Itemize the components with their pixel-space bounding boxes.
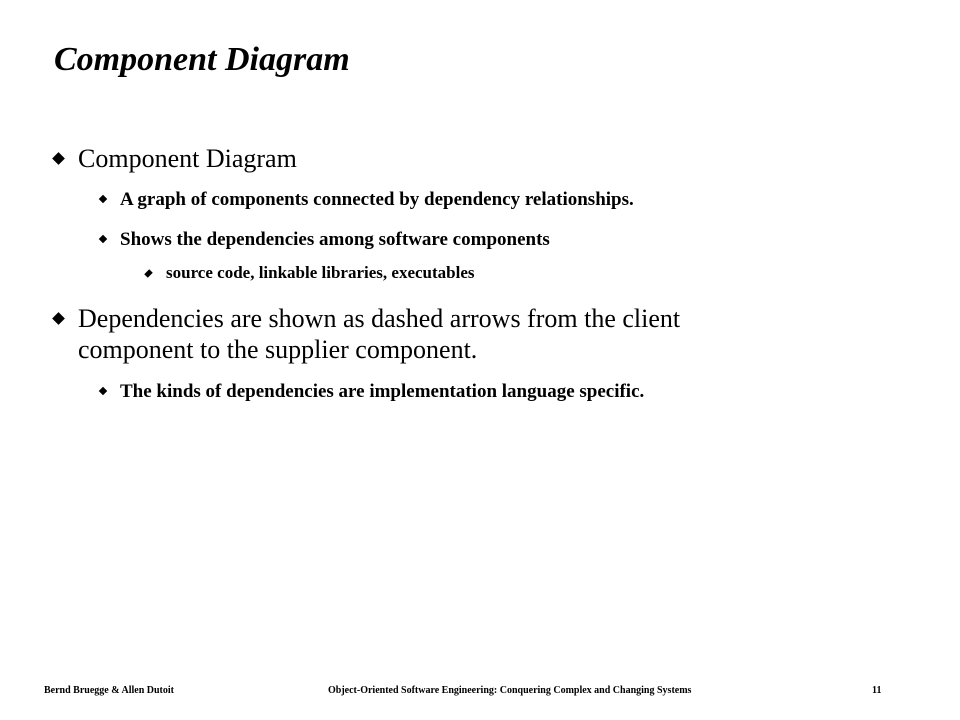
bullet-text: Component Diagram (78, 144, 297, 173)
diamond-bullet-icon (99, 195, 107, 203)
subbullet-text: Shows the dependencies among software components (120, 229, 550, 250)
footer-authors: Bernd Bruegge & Allen Dutoit (44, 685, 174, 696)
diamond-bullet-icon (144, 269, 152, 277)
slide-title: Component Diagram (54, 41, 350, 78)
bullet-text-line-1: Dependencies are shown as dashed arrows from the client (78, 304, 681, 333)
subbullet-graph-of-components (120, 188, 634, 212)
subbullet-kinds-of-dependencies (120, 380, 644, 404)
bullet-text-line-2: component to the supplier component. (78, 335, 478, 364)
diamond-bullet-icon (52, 312, 65, 325)
bullet-dependencies-continuation (78, 334, 477, 365)
diamond-bullet-icon (52, 152, 65, 165)
footer-page-number: 11 (872, 685, 882, 696)
diamond-bullet-icon (99, 387, 107, 395)
subbullet-text: The kinds of dependencies are implementation language specific. (120, 381, 645, 402)
diamond-bullet-icon (99, 235, 107, 243)
subbullet-text: A graph of components connected by dependency relationships. (120, 189, 634, 210)
subsubbullet-source-code (166, 262, 475, 284)
footer-book-title: Object-Oriented Software Engineering: Conquering Complex and Changing Systems (328, 685, 692, 696)
bullet-component-diagram (78, 143, 297, 174)
bullet-dependencies-dashed-arrows (78, 303, 680, 334)
subsubbullet-text: source code, linkable libraries, executables (166, 263, 475, 282)
subbullet-shows-dependencies (120, 228, 550, 252)
